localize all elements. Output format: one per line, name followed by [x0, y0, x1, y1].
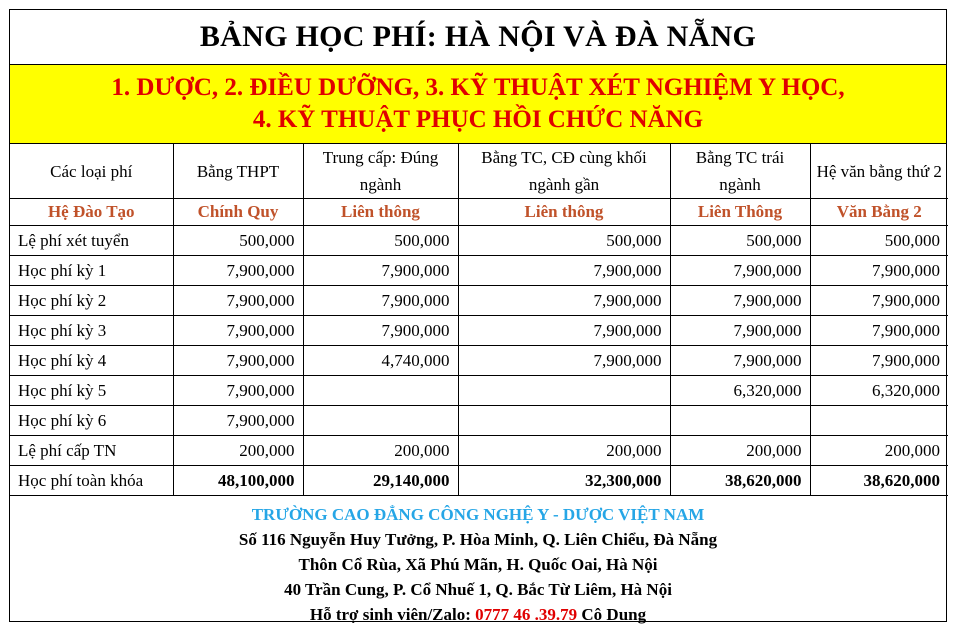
fee-value: 7,900,000 [810, 346, 948, 376]
fee-label: Học phí kỳ 1 [10, 256, 173, 286]
fee-value: 200,000 [173, 436, 303, 466]
fee-sheet [9, 9, 947, 622]
program-cell: Hệ Đào Tạo [10, 199, 173, 226]
fee-label: Học phí kỳ 2 [10, 286, 173, 316]
majors-line-2: 4. KỸ THUẬT PHỤC HỒI CHỨC NĂNG [252, 106, 704, 133]
total-row [10, 466, 948, 496]
majors-banner [10, 65, 946, 144]
fee-label: Học phí toàn khóa [10, 466, 173, 496]
fee-value: 7,900,000 [810, 286, 948, 316]
fee-value: 7,900,000 [303, 286, 458, 316]
header-cell: Bằng THPT [173, 144, 303, 199]
fee-value: 29,140,000 [303, 466, 458, 496]
fee-value: 4,740,000 [303, 346, 458, 376]
header-cell: Trung cấp: Đúng ngành [303, 144, 458, 199]
fee-value: 7,900,000 [670, 286, 810, 316]
fee-value [810, 406, 948, 436]
fee-value: 500,000 [810, 226, 948, 256]
fee-value: 7,900,000 [458, 256, 670, 286]
fee-value: 7,900,000 [173, 376, 303, 406]
fee-value: 7,900,000 [173, 286, 303, 316]
fee-value: 7,900,000 [458, 316, 670, 346]
fee-value: 7,900,000 [173, 406, 303, 436]
fee-value: 32,300,000 [458, 466, 670, 496]
fee-value: 7,900,000 [303, 316, 458, 346]
fee-value: 500,000 [670, 226, 810, 256]
address-line: Thôn Cổ Rùa, Xã Phú Mãn, H. Quốc Oai, Hà Nội [298, 555, 658, 574]
program-row [10, 199, 948, 226]
table-row [10, 376, 948, 406]
fee-value [670, 406, 810, 436]
fee-value: 500,000 [458, 226, 670, 256]
address-line: Số 116 Nguyễn Huy Tưởng, P. Hòa Minh, Q. Liên Chiểu, Đà Nẵng [238, 530, 718, 549]
fee-table [10, 144, 948, 496]
page-title: BẢNG HỌC PHÍ: HÀ NỘI VÀ ĐÀ NẴNG [10, 10, 946, 65]
fee-value: 200,000 [458, 436, 670, 466]
program-cell: Liên thông [458, 199, 670, 226]
support-line [10, 602, 946, 627]
fee-value [458, 376, 670, 406]
table-row [10, 436, 948, 466]
header-cell: Bằng TC trái ngành [670, 144, 810, 199]
fee-value: 7,900,000 [810, 256, 948, 286]
fee-value: 7,900,000 [670, 316, 810, 346]
fee-value [303, 376, 458, 406]
program-cell: Liên thông [303, 199, 458, 226]
fee-value: 7,900,000 [173, 256, 303, 286]
header-cell: Các loại phí [10, 144, 173, 199]
address-line: 40 Trần Cung, P. Cổ Nhuế 1, Q. Bắc Từ Liêm, Hà Nội [284, 580, 672, 599]
fee-value: 7,900,000 [173, 346, 303, 376]
fee-value: 200,000 [670, 436, 810, 466]
fee-value: 7,900,000 [173, 316, 303, 346]
fee-value: 7,900,000 [303, 256, 458, 286]
table-row [10, 256, 948, 286]
fee-value: 48,100,000 [173, 466, 303, 496]
fee-value: 7,900,000 [670, 256, 810, 286]
fee-value: 7,900,000 [670, 346, 810, 376]
fee-value [303, 406, 458, 436]
support-label: Hỗ trợ sinh viên/Zalo: [309, 605, 471, 624]
school-footer [10, 496, 946, 627]
fee-label: Học phí kỳ 6 [10, 406, 173, 436]
fee-value: 38,620,000 [810, 466, 948, 496]
table-row [10, 226, 948, 256]
fee-label: Học phí kỳ 5 [10, 376, 173, 406]
table-row [10, 286, 948, 316]
fee-value: 200,000 [303, 436, 458, 466]
phone-number: 0777 46 .39.79 [475, 605, 578, 624]
fee-value: 200,000 [810, 436, 948, 466]
fee-label: Lệ phí cấp TN [10, 436, 173, 466]
fee-value: 7,900,000 [458, 346, 670, 376]
program-cell: Liên Thông [670, 199, 810, 226]
fee-value: 6,320,000 [810, 376, 948, 406]
school-name: TRƯỜNG CAO ĐẲNG CÔNG NGHỆ Y - DƯỢC VIỆT NAM [251, 505, 705, 524]
fee-value [458, 406, 670, 436]
contact-name: Cô Dung [581, 605, 647, 624]
table-row [10, 316, 948, 346]
table-row [10, 346, 948, 376]
fee-value: 500,000 [303, 226, 458, 256]
fee-label: Lệ phí xét tuyển [10, 226, 173, 256]
fee-label: Học phí kỳ 4 [10, 346, 173, 376]
header-row [10, 144, 948, 199]
header-cell: Hệ văn bằng thứ 2 [810, 144, 948, 199]
program-cell: Văn Bằng 2 [810, 199, 948, 226]
program-cell: Chính Quy [173, 199, 303, 226]
fee-value: 6,320,000 [670, 376, 810, 406]
fee-label: Học phí kỳ 3 [10, 316, 173, 346]
table-row [10, 406, 948, 436]
fee-value: 7,900,000 [458, 286, 670, 316]
fee-value: 7,900,000 [810, 316, 948, 346]
majors-line-1: 1. DƯỢC, 2. ĐIỀU DƯỠNG, 3. KỸ THUẬT XÉT NGHIỆM Y HỌC, [111, 74, 845, 101]
fee-value: 500,000 [173, 226, 303, 256]
fee-value: 38,620,000 [670, 466, 810, 496]
header-cell: Bằng TC, CĐ cùng khối ngành gần [458, 144, 670, 199]
